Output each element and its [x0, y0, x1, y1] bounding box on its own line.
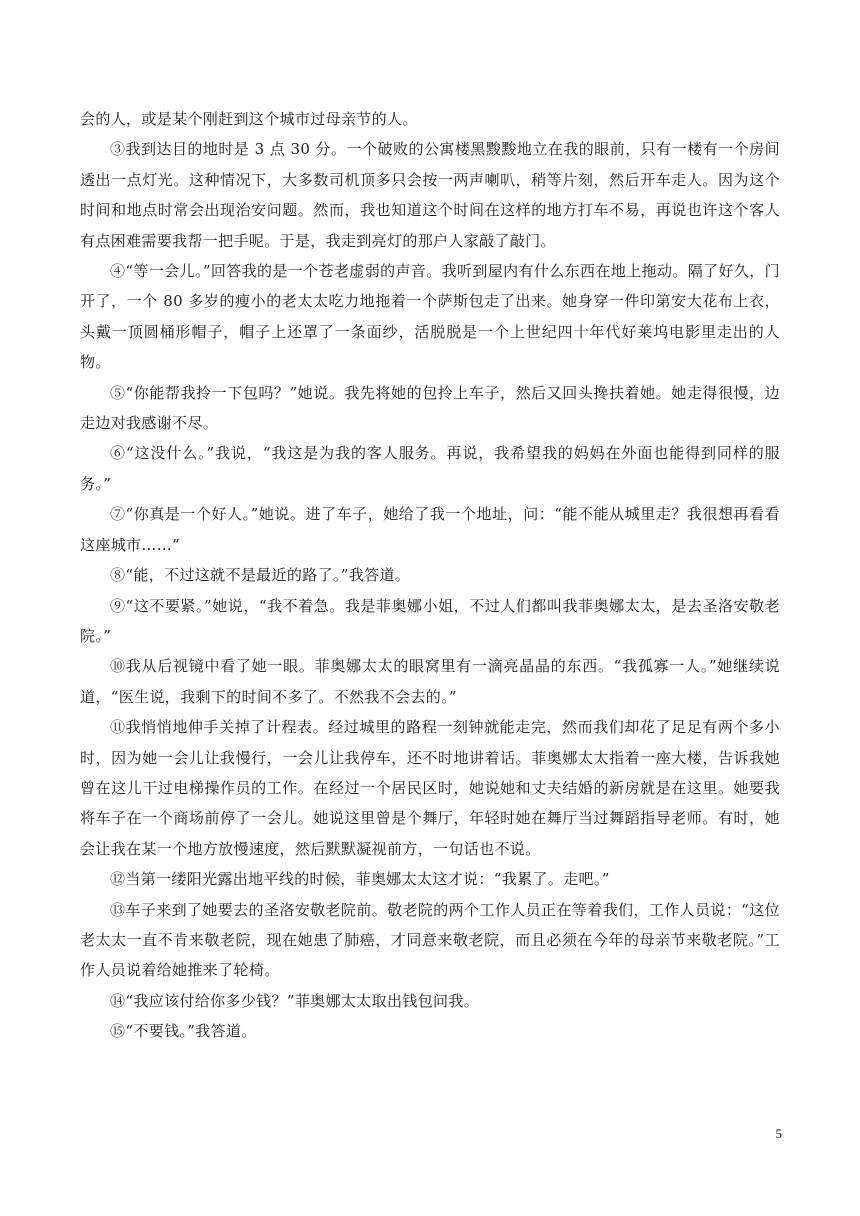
- paragraph-12: ⑫当第一缕阳光露出地平线的时候，菲奥娜太太这才说：“我累了。走吧。”: [110, 870, 610, 889]
- paragraph-9: ⑨“这不要紧。”她说，“我不着急。我是菲奥娜小姐，不过人们都叫我菲奥娜太太，是去圣洛安敬老院。”: [80, 596, 780, 645]
- paragraph-10: ⑩我从后视镜中看了她一眼。菲奥娜太太的眼窝里有一滴亮晶晶的东西。“我孤寡一人。”她继续说道，“医生说，我剩下的时间不多了。不然我不会去的。”: [80, 657, 780, 706]
- paragraph-continuation: 会的人，或是某个刚赶到这个城市过母亲节的人。: [80, 110, 418, 128]
- paragraph-5: ⑤“你能帮我拎一下包吗？”她说。我先将她的包拎上车子，然后又回头搀扶着她。她走得很慢，边走边对我感谢不尽。: [80, 383, 780, 433]
- paragraph-11: ⑪我悄悄地伸手关掉了计程表。经过城里的路程一刻钟就能走完，然而我们却花了足足有两个多小时，因为她一会儿让我慢行，一会儿让我停车，还不时地讲着话。菲奥娜太太指着一座大楼，告诉我她曾在这儿干过电梯操作员的工作。在经过一个居民区时，她说她和丈夫结婚的新房就是在这里。她要我将车子在一个商场前停了一会儿。她说这里曾是个舞厅，年轻时她在舞厅当过舞蹈指导老师。有时，她会让我在某一个地方放慢速度，然后默默凝视前方，一句话也不说。: [80, 718, 780, 858]
- paragraph-13: ⑬车子来到了她要去的圣洛安敬老院前。敬老院的两个工作人员正在等着我们，工作人员说：“这位老太太一直不肯来敬老院，现在她患了肺癌，才同意来敬老院，而且必须在今年的母亲节来敬老院。”工作人员说着给她推来了轮椅。: [80, 900, 780, 980]
- paragraph-4: ④“等一会儿。”回答我的是一个苍老虚弱的声音。我听到屋内有什么东西在地上拖动。隔了好久，门开了，一个 80 多岁的瘦小的老太太吃力地拖着一个萨斯包走了出来。她身穿一件印第安大花布上衣，头戴一顶圆桶形帽子，帽子上还罩了一条面纱，活脱脱是一个上世纪四十年代好莱坞电影里走出的人物。: [80, 262, 780, 372]
- paragraph-3: ③我到达目的地时是 3 点 30 分。一个破败的公寓楼黑黢黢地立在我的眼前，只有一楼有一个房间透出一点灯光。这种情况下，大多数司机顶多只会按一两声喇叭，稍等片刻，然后开车走人。因为这个时间和地点时常会出现治安问题。然而，我也知道这个时间在这样的地方打车不易，再说也许这个客人有点困难需要我帮一把手呢。于是，我走到亮灯的那户人家敲了敲门。: [80, 140, 780, 250]
- paragraph-7: ⑦“你真是一个好人。”她说。进了车子，她给了我一个地址，问：“能不能从城里走？我很想再看看这座城市……”: [80, 505, 780, 554]
- paragraph-6: ⑥“这没什么。”我说，“我这是为我的客人服务。再说，我希望我的妈妈在外面也能得到同样的服务。”: [80, 444, 780, 493]
- paragraph-15: ⑮“不要钱。”我答道。: [110, 1022, 257, 1041]
- paragraph-8: ⑧“能，不过这就不是最近的路了。”我答道。: [110, 566, 411, 585]
- article-body: [80, 104, 780, 1047]
- page-number: 5: [775, 1126, 782, 1141]
- paragraph-14: ⑭“我应该付给你多少钱？”菲奥娜太太取出钱包问我。: [110, 991, 480, 1010]
